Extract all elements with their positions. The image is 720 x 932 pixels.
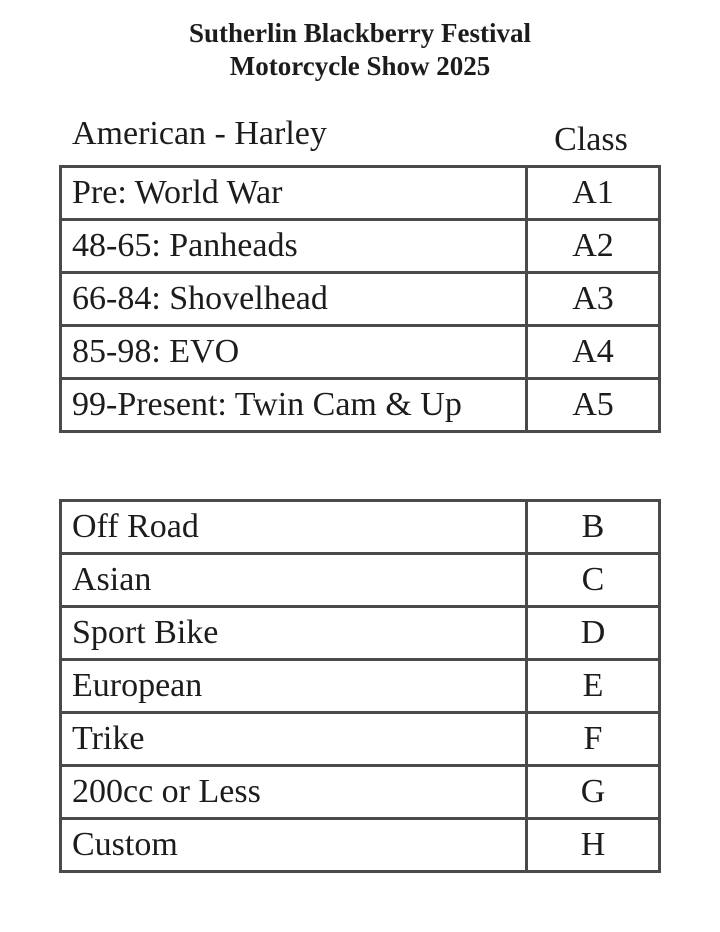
class-code-cell: A4 — [527, 326, 660, 379]
table-row — [61, 326, 660, 379]
class-code-cell: E — [527, 660, 660, 713]
other-classes-table — [59, 499, 661, 873]
table-row — [61, 501, 660, 554]
class-name-cell: Sport Bike — [61, 607, 527, 660]
class-name-cell: Pre: World War — [61, 167, 527, 220]
class-code-cell: G — [527, 766, 660, 819]
class-code-cell: A5 — [527, 379, 660, 432]
class-name-cell: 99-Present: Twin Cam & Up — [61, 379, 527, 432]
class-code-cell: B — [527, 501, 660, 554]
harley-classes-table — [59, 165, 661, 433]
class-name-cell: Asian — [61, 554, 527, 607]
class-name-cell: European — [61, 660, 527, 713]
table-row — [61, 819, 660, 872]
class-code-cell: A2 — [527, 220, 660, 273]
table-row — [61, 167, 660, 220]
class-code-cell: H — [527, 819, 660, 872]
class-name-cell: 85-98: EVO — [61, 326, 527, 379]
class-name-cell: 48-65: Panheads — [61, 220, 527, 273]
class-name-cell: 66-84: Shovelhead — [61, 273, 527, 326]
class-code-cell: D — [527, 607, 660, 660]
table-row — [61, 766, 660, 819]
table-row — [61, 554, 660, 607]
table-row — [61, 660, 660, 713]
table-row — [61, 713, 660, 766]
class-code-cell: F — [527, 713, 660, 766]
class-code-cell: A1 — [527, 167, 660, 220]
class-code-cell: C — [527, 554, 660, 607]
class-name-cell: 200cc or Less — [61, 766, 527, 819]
class-name-cell: Off Road — [61, 501, 527, 554]
class-column-heading: Class — [554, 121, 628, 158]
table-row — [61, 273, 660, 326]
class-code-cell: A3 — [527, 273, 660, 326]
table-row — [61, 607, 660, 660]
page-title-line1: Sutherlin Blackberry Festival — [189, 18, 531, 48]
table-row — [61, 379, 660, 432]
class-name-cell: Custom — [61, 819, 527, 872]
section-heading-american-harley: American - Harley — [72, 115, 327, 152]
page-title-line2: Motorcycle Show 2025 — [229, 51, 491, 81]
class-name-cell: Trike — [61, 713, 527, 766]
table-row — [61, 220, 660, 273]
